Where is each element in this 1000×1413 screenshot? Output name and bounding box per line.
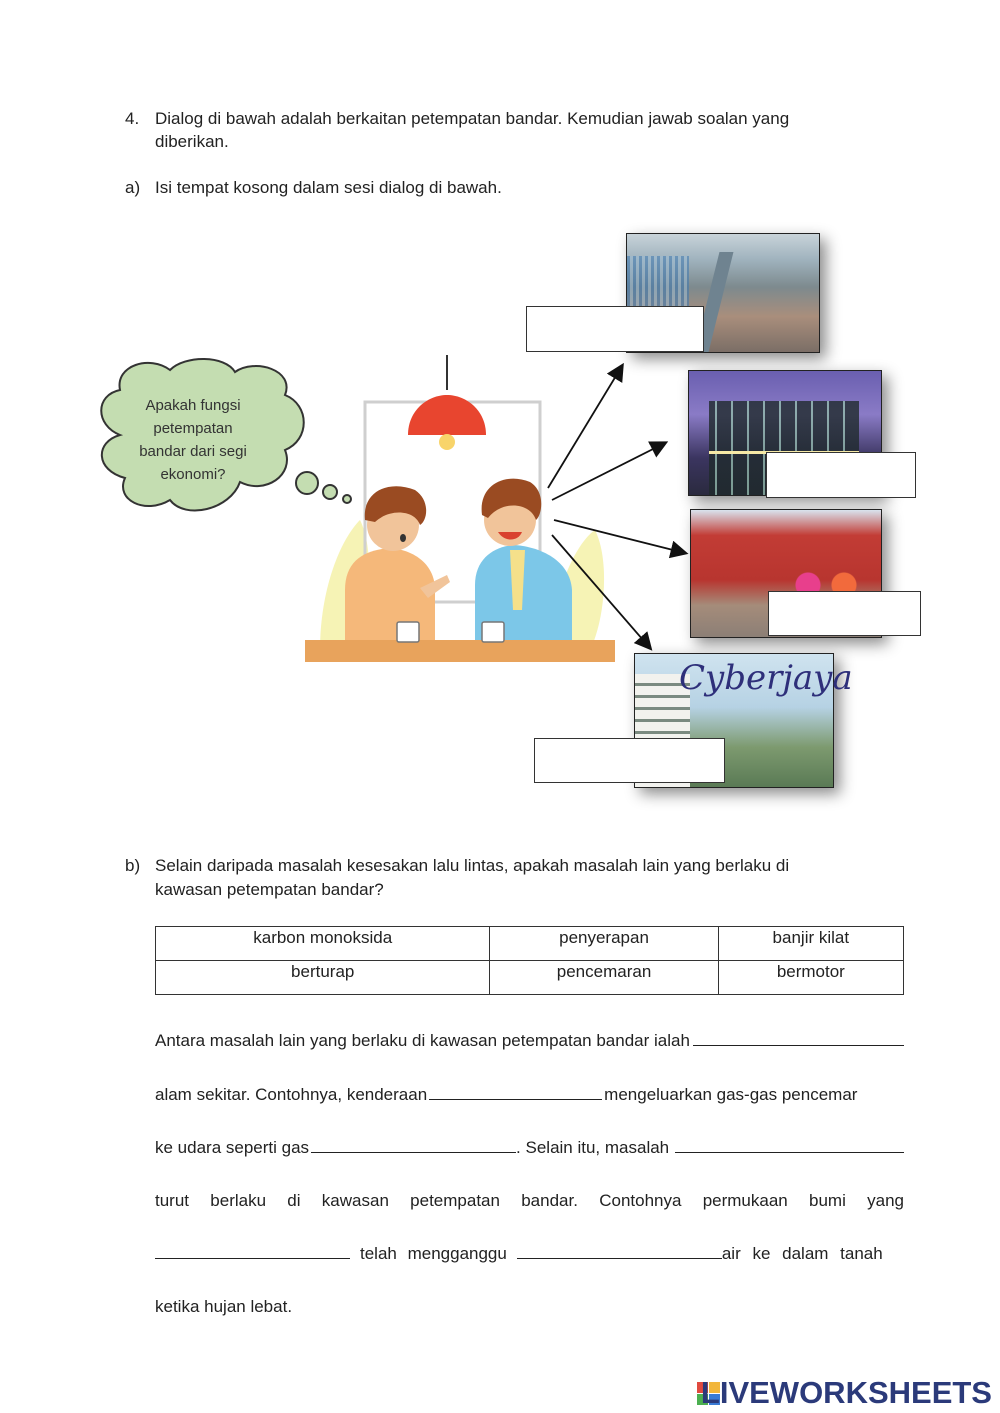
- answer-box-4[interactable]: [534, 738, 725, 783]
- blank-2[interactable]: [429, 1084, 602, 1100]
- word-cell: bermotor: [718, 961, 903, 995]
- part-a-instruction: Isi tempat kosong dalam sesi dialog di bawah.: [155, 178, 502, 197]
- blank-1[interactable]: [693, 1030, 904, 1046]
- answer-box-3[interactable]: [768, 591, 921, 636]
- part-a-label: a): [125, 178, 141, 197]
- para-line-4: turut berlaku di kawasan petempatan bandar. Contohnya permukaan bumi yang: [155, 1191, 904, 1210]
- blank-3[interactable]: [311, 1137, 516, 1153]
- para-line-2: [155, 1083, 904, 1106]
- question-number: 4.: [125, 109, 140, 128]
- dialog-arrows: [540, 360, 680, 660]
- blank-4[interactable]: [675, 1137, 904, 1153]
- table-row: [156, 961, 904, 995]
- arrow-2: [552, 443, 665, 500]
- para-text: alam sekitar. Contohnya, kenderaan: [155, 1085, 428, 1104]
- question-line-1: Dialog di bawah adalah berkaitan petempatan bandar. Kemudian jawab soalan yang: [155, 109, 790, 128]
- para-text: . Selain itu, masalah: [516, 1138, 670, 1157]
- arrow-4: [552, 535, 650, 648]
- table-row: [156, 927, 904, 961]
- para-line-3: [155, 1136, 904, 1159]
- para-text: ke udara seperti gas: [155, 1138, 310, 1157]
- para-text: Antara masalah lain yang berlaku di kawasan petempatan bandar ialah: [155, 1031, 690, 1050]
- part-b-label: b): [125, 856, 141, 875]
- para-text: telah mengganggu: [360, 1244, 507, 1263]
- word-cell: penyerapan: [490, 927, 718, 961]
- para-text: air ke dalam tanah: [721, 1244, 883, 1263]
- speech-bubble-text: Apakah fungsi petempatan bandar dari segi ekonomi?: [139, 397, 247, 483]
- para-line-5: [155, 1242, 904, 1265]
- para-line-6: ketika hujan lebat.: [155, 1297, 293, 1316]
- cyberjaya-label: Cyberjaya: [679, 658, 853, 698]
- blank-6[interactable]: [517, 1243, 722, 1259]
- arrow-3: [554, 520, 685, 553]
- word-table: [155, 926, 904, 995]
- question-line-2: diberikan.: [155, 132, 229, 151]
- part-b-line-2: kawasan petempatan bandar?: [155, 880, 384, 899]
- answer-box-2[interactable]: [766, 452, 916, 498]
- word-cell: berturap: [156, 961, 490, 995]
- word-cell: karbon monoksida: [156, 927, 490, 961]
- blank-5[interactable]: [155, 1243, 350, 1259]
- liveworksheets-brand: LIVEWORKSHEETS: [700, 1375, 992, 1410]
- word-cell: pencemaran: [490, 961, 718, 995]
- word-cell: banjir kilat: [718, 927, 903, 961]
- para-line-1: [155, 1029, 904, 1052]
- para-text: mengeluarkan gas-gas pencemar: [604, 1085, 858, 1104]
- part-b-line-1: Selain daripada masalah kesesakan lalu lintas, apakah masalah lain yang berlaku di: [155, 856, 790, 875]
- answer-box-1[interactable]: [526, 306, 704, 352]
